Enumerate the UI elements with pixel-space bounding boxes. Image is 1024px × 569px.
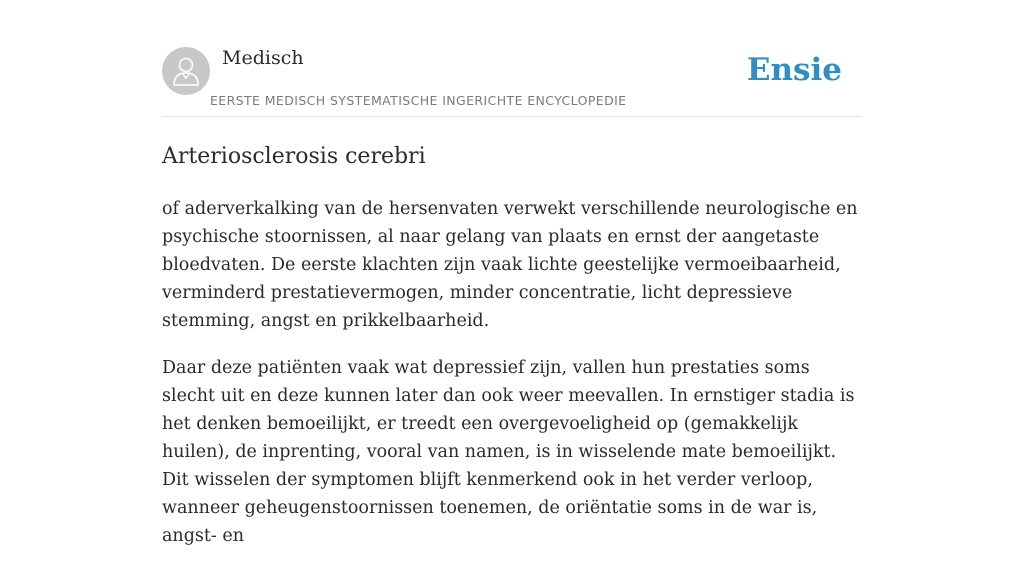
article-paragraph: of aderverkalking van de hersenvaten verwekt verschillende neurologische en psychische stoornissen, al naar gelang van plaats en ernst der aangetaste bloedvaten. De eerste klachten zijn vaak lichte geestelijke vermoeibaarheid, verminderd prestatievermogen, minder concentratie, licht depressieve stemming, angst en prikkelbaarheid. — [162, 199, 858, 331]
source-header — [162, 0, 862, 117]
article-title: Arteriosclerosis cerebri — [162, 144, 426, 169]
content-column — [162, 0, 862, 569]
source-name-link[interactable]: Medisch — [222, 47, 304, 69]
article-body — [162, 195, 862, 550]
ensie-logo-link[interactable]: Ensie — [746, 52, 842, 88]
article-paragraph: Daar deze patiënten vaak wat depressief zijn, vallen hun prestaties soms slecht uit en deze kunnen later dan ook weer meevallen. In ernstiger stadia is het denken bemoeilijkt, er treedt een overgevoeligheid op (gemakkelijk huilen), de inprenting, vooral van namen, is in wisselende mate bemoeilijkt. Dit wisselen der symptomen blijft kenmerkend ook in het verder verloop, wanneer geheugenstoornissen toenemen, de oriëntatie soms in de war is, angst- en — [162, 358, 855, 546]
person-outline-icon — [172, 56, 200, 86]
source-avatar[interactable] — [162, 47, 210, 95]
source-subtitle: EERSTE MEDISCH SYSTEMATISCHE INGERICHTE ENCYCLOPEDIE — [210, 93, 627, 108]
